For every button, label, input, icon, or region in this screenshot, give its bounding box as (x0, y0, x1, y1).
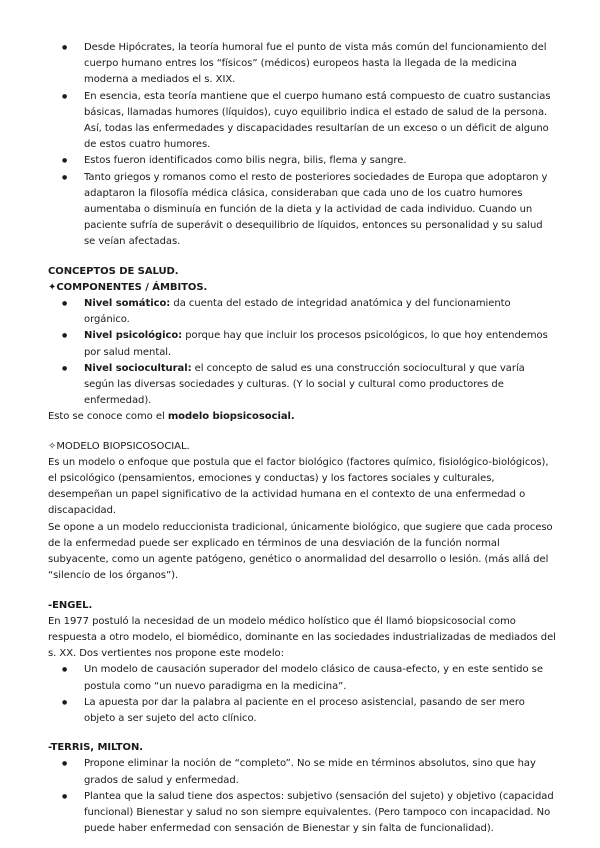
list-item: ● Plantea que la salud tiene dos aspectos: subjetivo (sensación del sujeto) y objetivo (capacidad funcional) Bienestar y salud no son siempre equivalentes. (Pero tampoco con incapacidad. No puede haber enfermedad con sensación de Bienestar y sin falta de funcionalidad). (48, 789, 556, 838)
engel-list (48, 662, 556, 727)
term-psicologico: Nivel psicológico: (84, 330, 183, 342)
paragraph: Se opone a un modelo reduccionista tradicional, únicamente biológico, que sugiere que cada proceso de la enfermedad puede ser explicado en términos de una desviación de la función normal subyacente, como un agente patógeno, genético o anormalidad del desarrollo o lesión. (más allá del “silencio de los órganos”). (48, 521, 553, 582)
list-item: ● Propone eliminar la noción de “completo”. No se mide en términos absolutos, sino que hay grados de salud y enfermedad. (48, 756, 556, 788)
paragraph: Es un modelo o enfoque que postula que el factor biológico (factores químico, fisiológico-biológicos), el psicológico (pensamientos, emociones y conductas) y los factores sociales y culturales, desempeñan un papel significativo de la actividad humana en el contexto de una enfermedad o discapacidad. (48, 456, 549, 517)
humoral-theory-list (48, 40, 556, 251)
section-title-conceptos: CONCEPTOS DE SALUD. (48, 265, 179, 277)
list-item: ● La apuesta por dar la palabra al paciente en el proceso asistencial, pasando de ser mero objeto a ser sujeto del acto clínico. (48, 695, 556, 727)
definition-text: porque hay que incluir los procesos psicológicos, lo que hoy entendemos por salud mental. (84, 330, 548, 358)
list-item (48, 361, 556, 410)
terris-list (48, 756, 556, 837)
definition-text: el concepto de salud es una construcción sociocultural y que varía según las diversas sociedades y culturas. (Y lo social y cultural como productores de enfermedad). (84, 362, 525, 407)
model-conclusion (48, 409, 556, 425)
list-item: ● Tanto griegos y romanos como el resto de posteriores sociedades de Europa que adoptaron y adaptaron la filosofía médica clásica, consideraban que cada uno de los cuatro humores aumentaba o disminuía en función de la dieta y la actividad de cada individuo. Cuando un paciente sufría de superávit o desequilibrio de líquidos, entonces su personalidad y su salud se veían afectadas. (48, 170, 556, 251)
term-sociocultural: Nivel sociocultural: (84, 362, 192, 374)
list-item (48, 296, 556, 328)
list-item: ● Estos fueron identificados como bilis negra, bilis, flema y sangre. (48, 153, 556, 169)
components-list (48, 296, 556, 409)
section-title-engel: -ENGEL. (48, 599, 93, 611)
list-item: ● En esencia, esta teoría mantiene que el cuerpo humano está compuesto de cuatro sustancias básicas, llamadas humores (líquidos), cuyo equilibrio indica el estado de salud de la persona. Así, todas las enfermedades y discapacidades resultarían de un exceso o un déficit de alguno de estos cuatro humores. (48, 89, 556, 154)
term-somatico: Nivel somático: (84, 298, 171, 310)
document-page (48, 40, 556, 837)
conclusion-prefix: Esto se conoce como el (48, 411, 168, 423)
paragraph: En 1977 postuló la necesidad de un modelo médico holístico que él llamó biopsicosocial como respuesta a otro modelo, el biomédico, dominante en las sociedades industrializadas de mediados del s. XX. Dos vertientes nos propone este modelo: (48, 615, 556, 660)
conclusion-bold: modelo biopsicosocial. (167, 411, 295, 423)
list-item: ● Desde Hipócrates, la teoría humoral fue el punto de vista más común del funcionamiento del cuerpo humano entres los “físicos” (médicos) europeos hasta la llegada de la medicina moderna a mediados el s. XIX. (48, 40, 556, 89)
section-title-modelo: ✧MODELO BIOPSICOSOCIAL. (48, 440, 190, 452)
list-item: ● Un modelo de causación superador del modelo clásico de causa-efecto, y en este sentido se postula como “un nuevo paradigma en la medicina”. (48, 662, 556, 694)
definition-text: da cuenta del estado de integridad anatómica y del funcionamiento orgánico. (84, 298, 511, 326)
subsection-title-componentes: ✦COMPONENTES / ÁMBITOS. (48, 281, 208, 293)
section-title-terris: -TERRIS, MILTON. (48, 742, 144, 754)
list-item (48, 328, 556, 360)
